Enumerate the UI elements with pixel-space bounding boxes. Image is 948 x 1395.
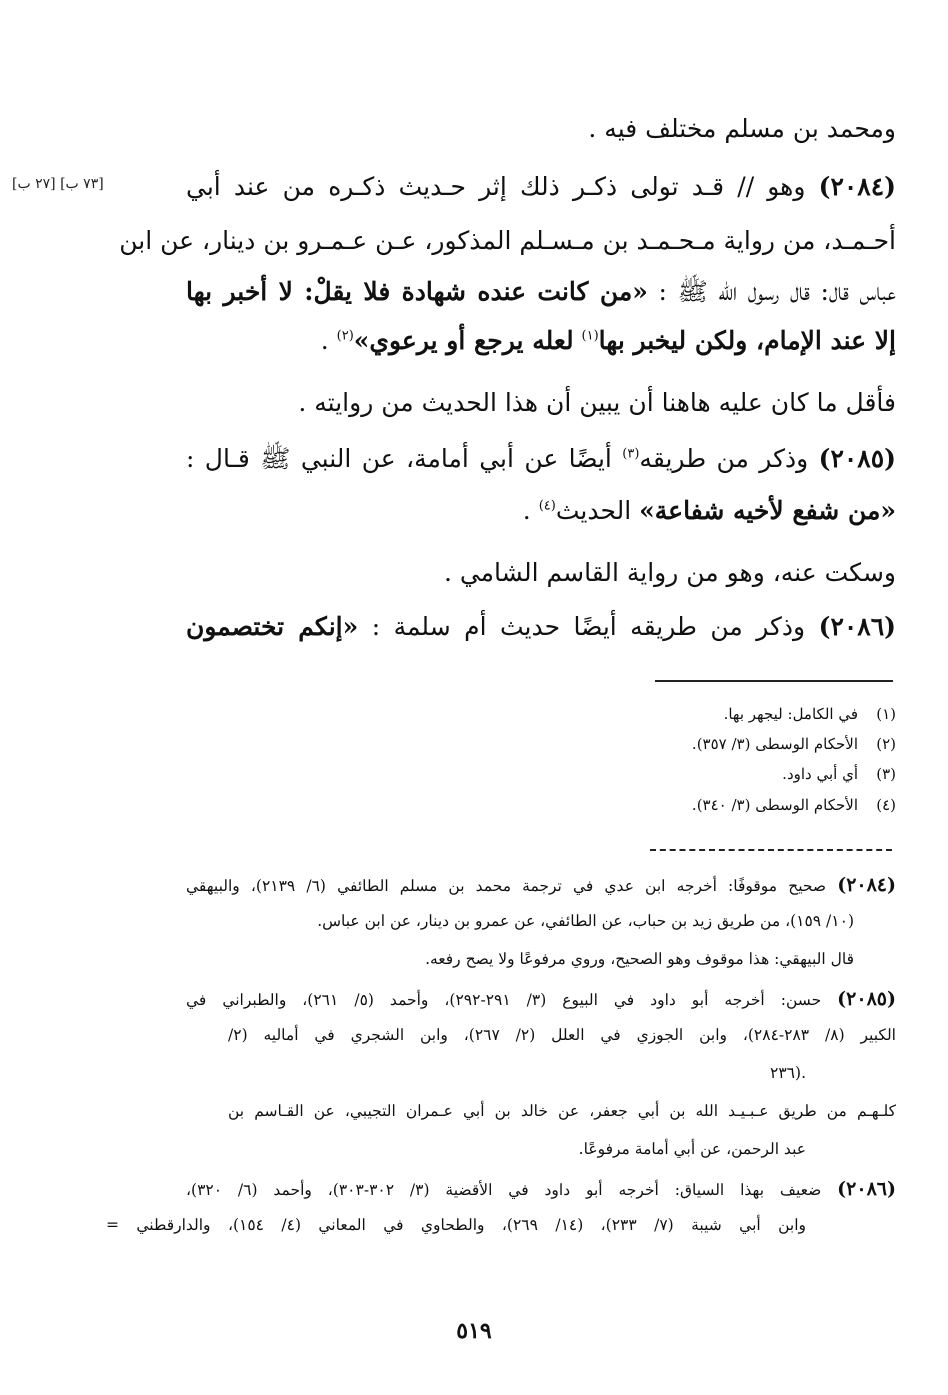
main-line-3: أحـمـد، من رواية مـحـمـد بن مـسـلم المذكور، عـن عـمـرو بن دينار، عن ابن bbox=[119, 226, 896, 255]
takhrij-number-2085: (٢٠٨٥) bbox=[837, 988, 896, 1010]
main-line-7-text-a: وذكر من طريقه bbox=[639, 444, 809, 473]
footnote-1-text: في الكامل: ليجهر بها. bbox=[723, 705, 858, 723]
takhrij-2085-line-2: الكبير (٨/ ٢٨٣-٢٨٤)، وابن الجوزي في العلل (٢/ ٢٦٧)، وابن الشجري في أماليه (٢/ bbox=[228, 1026, 896, 1044]
takhrij-2084-line-3: قال البيهقي: هذا موقوف وهو الصحيح، وروي مرفوعًا ولا يصح رفعه. bbox=[425, 950, 854, 968]
footnote-ref-1: (١) bbox=[581, 328, 599, 344]
footnote-3 bbox=[782, 765, 896, 783]
hadith-number-2084: (٢٠٨٤) bbox=[818, 172, 896, 201]
footnote-separator bbox=[655, 680, 893, 682]
footnote-1 bbox=[724, 705, 896, 723]
footnote-ref-2: (٢) bbox=[336, 328, 354, 344]
takhrij-2086-line-1-text: ضعيف بهذا السياق: أخرجه أبو داود في الأقضية (٣/ ٣٠٢-٣٠٣)، وأحمد (٦/ ٣٢٠)، bbox=[186, 1181, 822, 1199]
hadith-quote-2086: «إنكم تختصمون bbox=[186, 612, 359, 641]
main-line-10 bbox=[186, 612, 896, 641]
takhrij-2085-line-4: كلـهـم من طريق عـبـيـد الله بن أبي جعفر، عن خالد بن أبي عـمران التجيبي، عن القـاسم بن bbox=[228, 1102, 896, 1120]
main-line-5-end: . bbox=[320, 326, 329, 355]
takhrij-2085-line-5: عبد الرحمن، عن أبي أمامة مرفوعًا. bbox=[578, 1140, 806, 1158]
main-line-7 bbox=[186, 443, 896, 480]
footnote-2 bbox=[692, 735, 896, 753]
footnote-4 bbox=[692, 796, 896, 814]
hadith-quote-part-2: إلا عند الإمام، ولكن ليخبر بها bbox=[598, 326, 896, 355]
main-line-4-text: عباس قال: قال رسول الله ﷺ : bbox=[658, 277, 896, 306]
footnote-ref-4: (٤) bbox=[538, 498, 556, 514]
takhrij-2085-line-1-text: حسن: أخرجه أبو داود في البيوع (٣/ ٢٩١-٢٩٢)، وأحمد (٥/ ٢٦١)، والطبراني في bbox=[186, 991, 822, 1009]
takhrij-2084-line-2: (١٠/ ١٥٩)، من طريق زيد بن حباب، عن الطائفي، عن عمرو بن دينار، عن ابن عباس. bbox=[317, 912, 854, 930]
footnote-1-number: (١) bbox=[876, 705, 896, 723]
hadith-number-2086: (٢٠٨٦) bbox=[818, 612, 896, 641]
main-line-8-text: الحديث bbox=[555, 496, 632, 525]
main-line-2 bbox=[186, 172, 896, 201]
takhrij-number-2084: (٢٠٨٤) bbox=[837, 874, 897, 896]
main-line-9: وسكت عنه، وهو من رواية القاسم الشامي . bbox=[443, 558, 896, 587]
main-line-4 bbox=[186, 276, 896, 313]
footnote-4-number: (٤) bbox=[876, 796, 896, 814]
main-line-2-text: وهو // قـد تولى ذكـر ذلك إثر حـديث ذكـره من عند أبي bbox=[186, 172, 806, 201]
main-line-6: فأقل ما كان عليه هاهنا أن يبين أن هذا الحديث من روايته . bbox=[298, 388, 896, 417]
main-line-7-text-b: أيضًا عن أبي أمامة، عن النبي ﷺ قـال : bbox=[186, 444, 612, 473]
takhrij-2086-line-2: وابن أبي شيبة (٧/ ٢٣٣)، (١٤/ ٢٦٩)، والطحاوي في المعاني (٤/ ١٥٤)، والدارقطني = bbox=[106, 1216, 806, 1234]
takhrij-2084-line-1 bbox=[186, 874, 896, 896]
main-line-5 bbox=[186, 326, 896, 355]
footnote-2-number: (٢) bbox=[876, 735, 896, 753]
hadith-quote-part-1: «من كانت عنده شهادة فلا يقلْ: لا أخبر بها bbox=[186, 277, 648, 306]
takhrij-2085-line-1 bbox=[186, 988, 896, 1010]
page-number: ٥١٩ bbox=[456, 1318, 492, 1344]
footnote-2-text: الأحكام الوسطى (٣/ ٣٥٧). bbox=[691, 735, 858, 753]
main-line-10-text: وذكر من طريقه أيضًا حديث أم سلمة : bbox=[371, 612, 806, 641]
footnote-4-text: الأحكام الوسطى (٣/ ٣٤٠). bbox=[691, 796, 858, 814]
footnote-3-text: أي أبي داود. bbox=[782, 765, 858, 783]
footnote-ref-3: (٣) bbox=[622, 446, 640, 462]
hadith-quote-part-3: لعله يرجع أو يرعوي» bbox=[353, 326, 574, 355]
hadith-quote-2085: «من شفع لأخيه شفاعة» bbox=[639, 496, 896, 525]
main-line-8 bbox=[186, 496, 896, 525]
main-line-1: ومحمد بن مسلم مختلف فيه . bbox=[588, 114, 896, 143]
takhrij-2085-line-3: ٢٣٦). bbox=[770, 1064, 806, 1082]
main-line-8-end: . bbox=[522, 496, 531, 525]
takhrij-2084-line-1-text: صحيح موقوفًا: أخرجه ابن عدي في ترجمة محمد بن مسلم الطائفي (٦/ ٢١٣٩)، والبيهقي bbox=[186, 877, 827, 895]
manuscript-folio-note: [٢٧ ب] [٧٣ ب] bbox=[12, 176, 104, 192]
takhrij-2086-line-1 bbox=[186, 1178, 896, 1200]
takhrij-number-2086: (٢٠٨٦) bbox=[837, 1178, 896, 1200]
footnote-3-number: (٣) bbox=[876, 765, 896, 783]
takhrij-separator bbox=[650, 849, 892, 851]
hadith-number-2085: (٢٠٨٥) bbox=[818, 444, 897, 473]
